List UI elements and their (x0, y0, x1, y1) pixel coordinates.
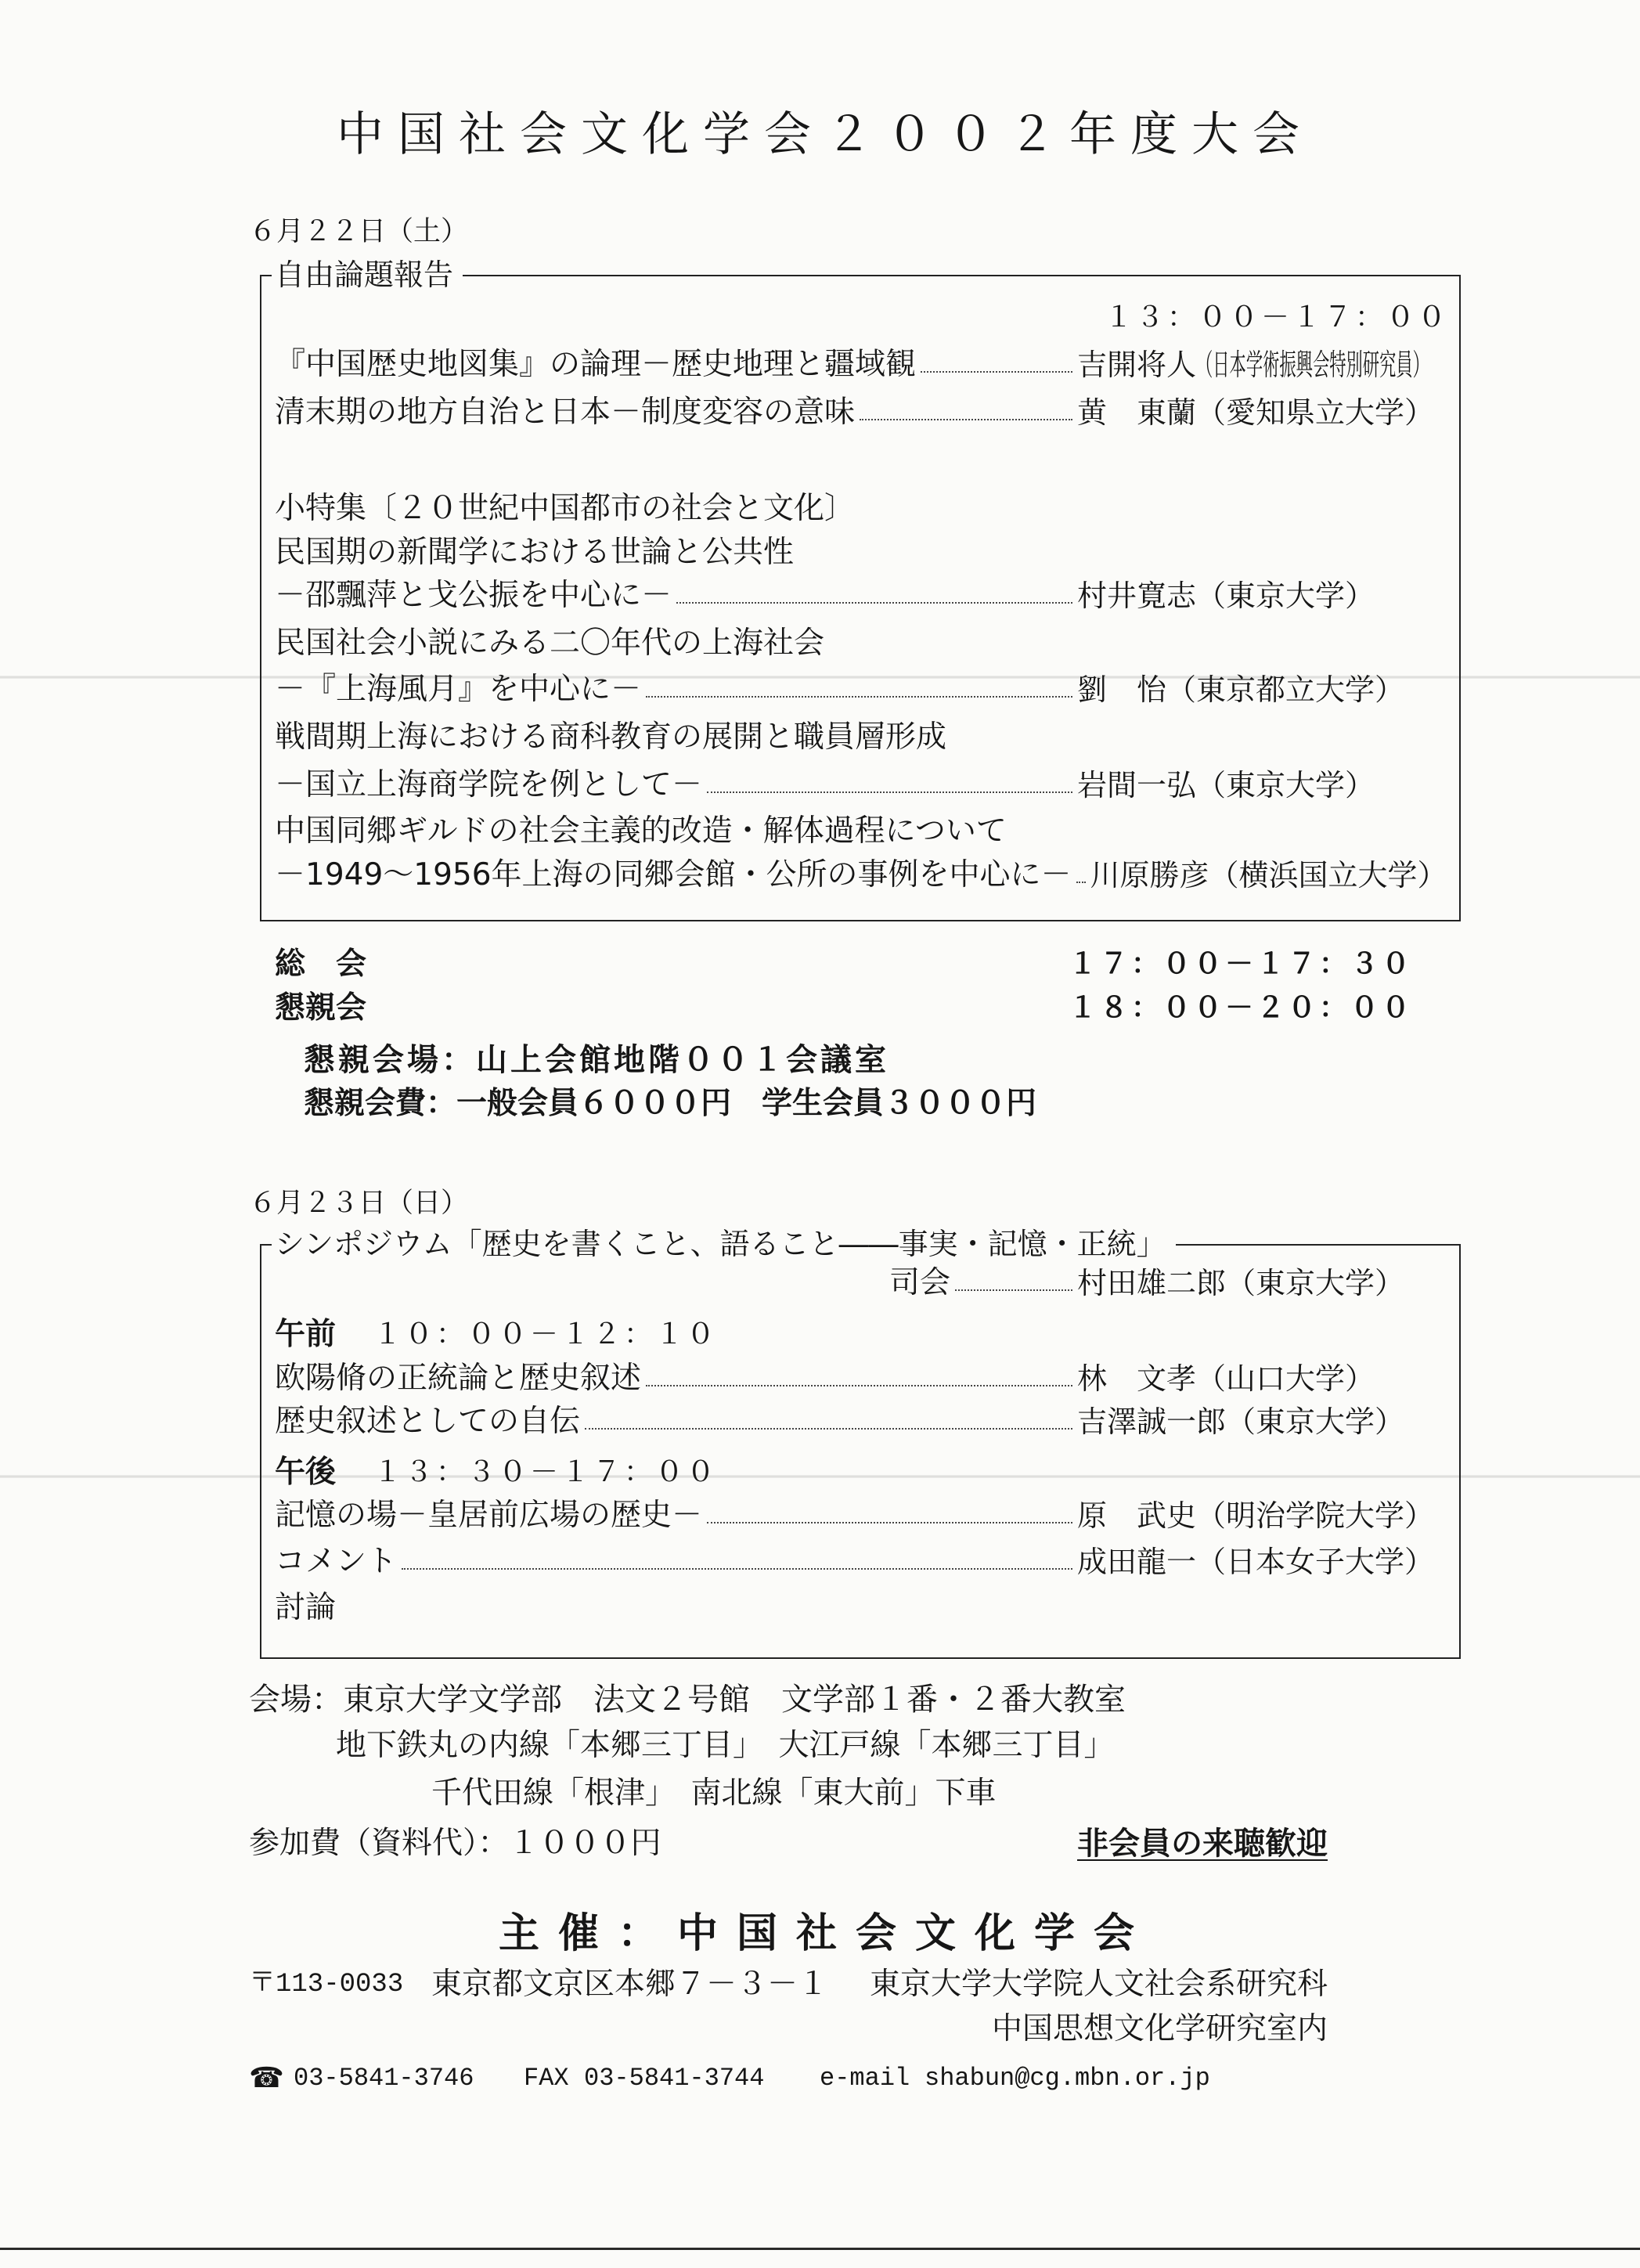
presenter-affiliation: （東京都立大学） (1166, 672, 1405, 707)
organization-line: 中国思想文化学研究室内 (991, 2011, 1328, 2046)
discussion-label: 討論 (275, 1590, 337, 1625)
presenter (1077, 576, 1446, 615)
reception-fee: 懇親会費：一般会員６０００円 学生会員３０００円 (304, 1086, 1037, 1121)
chair-name: 村田雄二郎 (1077, 1266, 1227, 1300)
presenter (1090, 856, 1459, 895)
chair (1077, 1264, 1446, 1303)
free-papers-time: １３：００－１７：００ (1104, 301, 1449, 334)
paper-subtitle: －邵飄萍と戈公振を中心に－ (275, 578, 672, 613)
dot-leader (707, 1522, 1072, 1523)
reception-label: 懇親会 (275, 990, 367, 1026)
dot-leader (646, 696, 1072, 698)
talk-title: 歴史叙述としての自伝 (275, 1404, 581, 1439)
fax-label: FAX (524, 2064, 569, 2093)
dot-leader (921, 371, 1072, 373)
free-papers-heading: 自由論題報告 (272, 255, 463, 294)
paper-title: 清末期の地方自治と日本－制度変容の意味 (275, 395, 856, 430)
talk-title: 欧陽脩の正統論と歴史叙述 (275, 1361, 642, 1396)
paper-title: 民国社会小説にみる二〇年代の上海社会 (275, 626, 825, 661)
presenter-affiliation: （日本学術振興会特別研究員） (1196, 348, 1429, 382)
speaker-affiliation: （東京大学） (1226, 1404, 1405, 1439)
talk-row (275, 1542, 1446, 1581)
dot-leader (585, 1428, 1072, 1430)
chair-row (889, 1264, 1446, 1303)
paper-title-row (275, 533, 1446, 572)
presenter (1077, 670, 1446, 709)
paper-subtitle-row (275, 766, 1446, 805)
conference-title: 中国社会文化学会２００２年度大会 (337, 107, 1314, 162)
paper-title-row (275, 624, 1446, 663)
talk-row (275, 1496, 1446, 1535)
telephone-number: 03-5841-3746 (294, 2064, 474, 2093)
reception-time: １８：００－２０：００ (1068, 992, 1413, 1024)
presenter-name: 吉開将人 (1077, 348, 1197, 382)
paper-title: 戦間期上海における商科教育の展開と職員層形成 (275, 719, 947, 755)
speaker (1077, 1496, 1446, 1535)
presenter-name: 川原勝彦 (1090, 858, 1209, 892)
presenter-affiliation: （東京大学） (1196, 579, 1375, 613)
paper-row (275, 393, 1446, 432)
page-edge-line (0, 2248, 1640, 2250)
symposium-box (260, 1227, 1461, 1659)
afternoon-time: １３：３０－１７：００ (373, 1456, 719, 1488)
presenter (1077, 766, 1446, 805)
paper-subtitle-row (275, 856, 1446, 895)
speaker-name: 成田龍一 (1077, 1545, 1197, 1579)
access-line: 千代田線「根津」 南北線「東大前」下車 (431, 1776, 997, 1811)
speaker (1077, 1542, 1446, 1581)
speaker-name: 吉澤誠一郎 (1077, 1404, 1227, 1439)
non-member-welcome: 非会員の来聴歓迎 (1077, 1826, 1328, 1862)
participation-fee: 参加費（資料代）：１０００円 (249, 1826, 661, 1861)
special-heading-row (275, 489, 1446, 528)
presenter-affiliation: （横浜国立大学） (1209, 858, 1447, 892)
general-meeting-label: 総 会 (275, 947, 367, 982)
organizer: 主催：中国社会文化学会 (499, 1910, 1154, 1957)
presenter-name: 黄 東蘭 (1077, 395, 1197, 430)
talk-title: 記憶の場－皇居前広場の歴史－ (275, 1498, 703, 1533)
organization-line: 東京大学大学院人文社会系研究科 (869, 1967, 1328, 2002)
talk-row (275, 1359, 1446, 1398)
speaker-name: 林 文孝 (1077, 1361, 1197, 1396)
morning-label: 午前 (275, 1317, 337, 1352)
discussion-row (275, 1588, 1446, 1628)
paper-subtitle-row (275, 670, 1446, 709)
street-address: 東京都文京区本郷７－３－１ (431, 1967, 829, 2002)
email-label: e-mail (820, 2064, 910, 2093)
speaker (1077, 1402, 1446, 1441)
presenter-name: 村井寛志 (1077, 579, 1197, 613)
talk-title: コメント (275, 1544, 398, 1579)
speaker-name: 原 武史 (1077, 1498, 1197, 1533)
chair-affiliation: （東京大学） (1226, 1266, 1405, 1300)
presenter-affiliation: （東京大学） (1196, 768, 1375, 802)
paper-title: 民国期の新聞学における世論と公共性 (275, 535, 795, 570)
paper-subtitle-row (275, 576, 1446, 615)
reception-venue: 懇親会場：山上会館地階００１会議室 (304, 1042, 889, 1078)
speaker-affiliation: （日本女子大学） (1196, 1545, 1435, 1579)
dot-leader (646, 1385, 1072, 1386)
day2-date: ６月２３日（日） (249, 1188, 469, 1219)
speaker (1077, 1359, 1446, 1398)
paper-subtitle: －『上海風月』を中心に－ (275, 672, 642, 707)
symposium-heading: シンポジウム「歴史を書くこと、語ること――事実・記憶・正統」 (272, 1224, 1176, 1264)
dot-leader (676, 602, 1072, 604)
general-meeting-time: １７：００－１７：３０ (1068, 948, 1413, 980)
venue-line: 会場：東京大学文学部 法文２号館 文学部１番・２番大教室 (249, 1682, 1126, 1718)
access-line: 地下鉄丸の内線「本郷三丁目」 大江戸線「本郷三丁目」 (336, 1728, 1115, 1763)
email-address: shabun@cg.mbn.or.jp (925, 2064, 1210, 2093)
paper-subtitle: －国立上海商学院を例として－ (275, 767, 703, 802)
paper-row (275, 345, 1446, 384)
presenter-name: 岩間一弘 (1077, 768, 1197, 802)
dot-leader (402, 1568, 1072, 1570)
presenter-name: 劉 怡 (1077, 672, 1167, 707)
postal-code: 〒113-0033 (249, 1970, 404, 1999)
telephone-icon: ☎ (249, 2062, 284, 2094)
free-papers-box (260, 258, 1461, 921)
paper-title: 中国同郷ギルドの社会主義的改造・解体過程について (275, 813, 1007, 849)
speaker-affiliation: （山口大学） (1196, 1361, 1375, 1396)
morning-time: １０：００－１２：１０ (373, 1318, 719, 1350)
dot-leader (1076, 882, 1086, 883)
fax-number: 03-5841-3744 (584, 2064, 765, 2093)
presenter (1077, 393, 1446, 432)
dot-leader (707, 791, 1072, 793)
dot-leader (955, 1289, 1072, 1291)
afternoon-label: 午後 (275, 1455, 337, 1490)
special-heading: 小特集〔２０世紀中国都市の社会と文化〕 (275, 491, 856, 526)
day1-date: ６月２２日（土） (249, 216, 469, 247)
dot-leader (860, 419, 1072, 420)
talk-row (275, 1402, 1446, 1441)
paper-subtitle: －1949～1956年上海の同郷会館・公所の事例を中心に－ (275, 857, 1072, 892)
paper-title: 『中国歴史地図集』の論理－歴史地理と疆域観 (275, 347, 917, 382)
paper-title-row (275, 812, 1446, 851)
speaker-affiliation: （明治学院大学） (1196, 1498, 1435, 1533)
paper-title-row (275, 718, 1446, 757)
presenter (1077, 345, 1446, 384)
chair-label: 司会 (889, 1265, 951, 1300)
presenter-affiliation: （愛知県立大学） (1196, 395, 1435, 430)
